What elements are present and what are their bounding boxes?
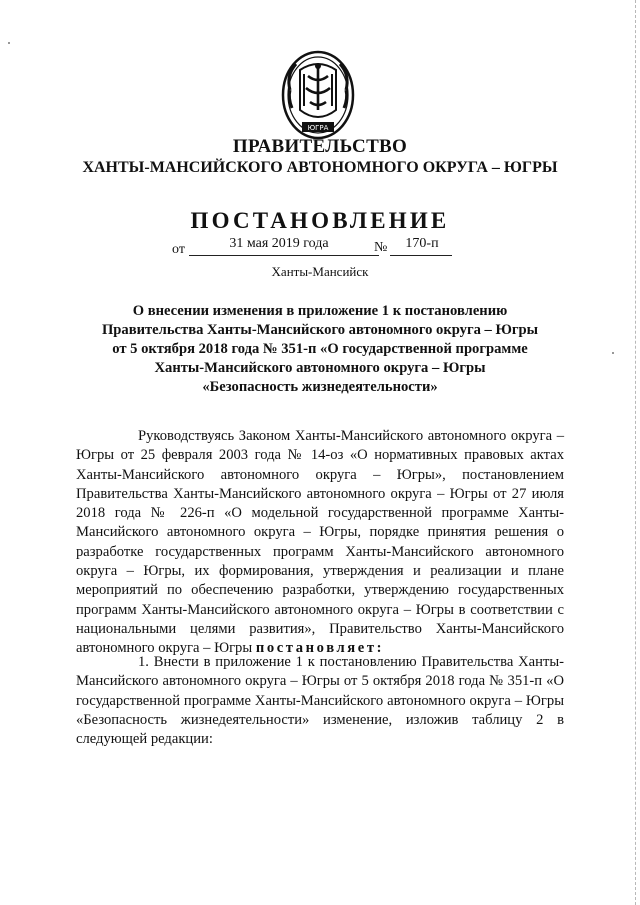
- heading-line: Ханты-Мансийского автономного округа – Югры: [154, 360, 486, 376]
- government-title: ПРАВИТЕЛЬСТВО: [232, 136, 408, 157]
- city: Ханты-Мансийск: [271, 264, 369, 279]
- document-date: 31 мая 2019 года: [229, 236, 329, 251]
- government-region: ХАНТЫ-МАНСИЙСКОГО АВТОНОМНОГО ОКРУГА – ЮГРЫ: [82, 159, 558, 176]
- preamble-text: Руководствуясь Законом Ханты-Мансийского автономного округа – Югры от 25 февраля 2003 года № 14-оз «О нормативных правовых актах Ханты-Мансийского автономного округа – Югры», постановлением Правительства Ханты-Мансийского автономного округа – Югры от 27 июля 2018 года № 226-п «О модельной государственной программе Ханты-Мансийского автономного округа – Югры, порядке принятия решения о разработке государственных программ Ханты-Мансийского автономного округа – Югры, их формирования, утверждения и реализации и плане мероприятий по обеспечению разработки, утверждению государственных программ Ханты-Мансийского автономного округа – Югры в соответствии с национальными целями развития», Правительство Ханты-Мансийского автономного округа – Югры: [76, 428, 564, 657]
- document-number: 170-п: [405, 236, 439, 251]
- body-paragraph-preamble: [76, 427, 564, 659]
- number-underline: [390, 255, 452, 256]
- body-paragraph-item-1: 1. Внести в приложение 1 к постановлению Правительства Ханты-Мансийского автономного округа – Югры от 5 октября 2018 года № 351-п «О государственной программе Ханты-Мансийского автономного округа – Югры «Безопасность жизнедеятельности» изменение, изложив таблицу 2 в следующей редакции:: [76, 654, 564, 748]
- document-heading: [70, 302, 570, 397]
- scan-speck: [612, 352, 614, 354]
- heading-line: Правительства Ханты-Мансийского автономного округа – Югры: [101, 322, 539, 338]
- date-label: от: [172, 242, 185, 257]
- date-number-row: [172, 236, 462, 258]
- scan-speck: [8, 42, 10, 44]
- document-type: ПОСТАНОВЛЕНИЕ: [190, 208, 450, 233]
- coat-of-arms-icon: [280, 50, 356, 140]
- heading-line: О внесении изменения в приложение 1 к постановлению: [132, 303, 508, 319]
- emblem-label: ЮГРА: [307, 124, 329, 132]
- number-label: №: [374, 240, 388, 255]
- heading-line: от 5 октября 2018 года № 351-п «О государственной программе: [112, 341, 528, 357]
- scan-margin: [635, 0, 636, 905]
- resolves-keyword: постановляет:: [255, 640, 385, 657]
- heading-line: «Безопасность жизнедеятельности»: [202, 379, 438, 395]
- date-underline: [189, 255, 379, 256]
